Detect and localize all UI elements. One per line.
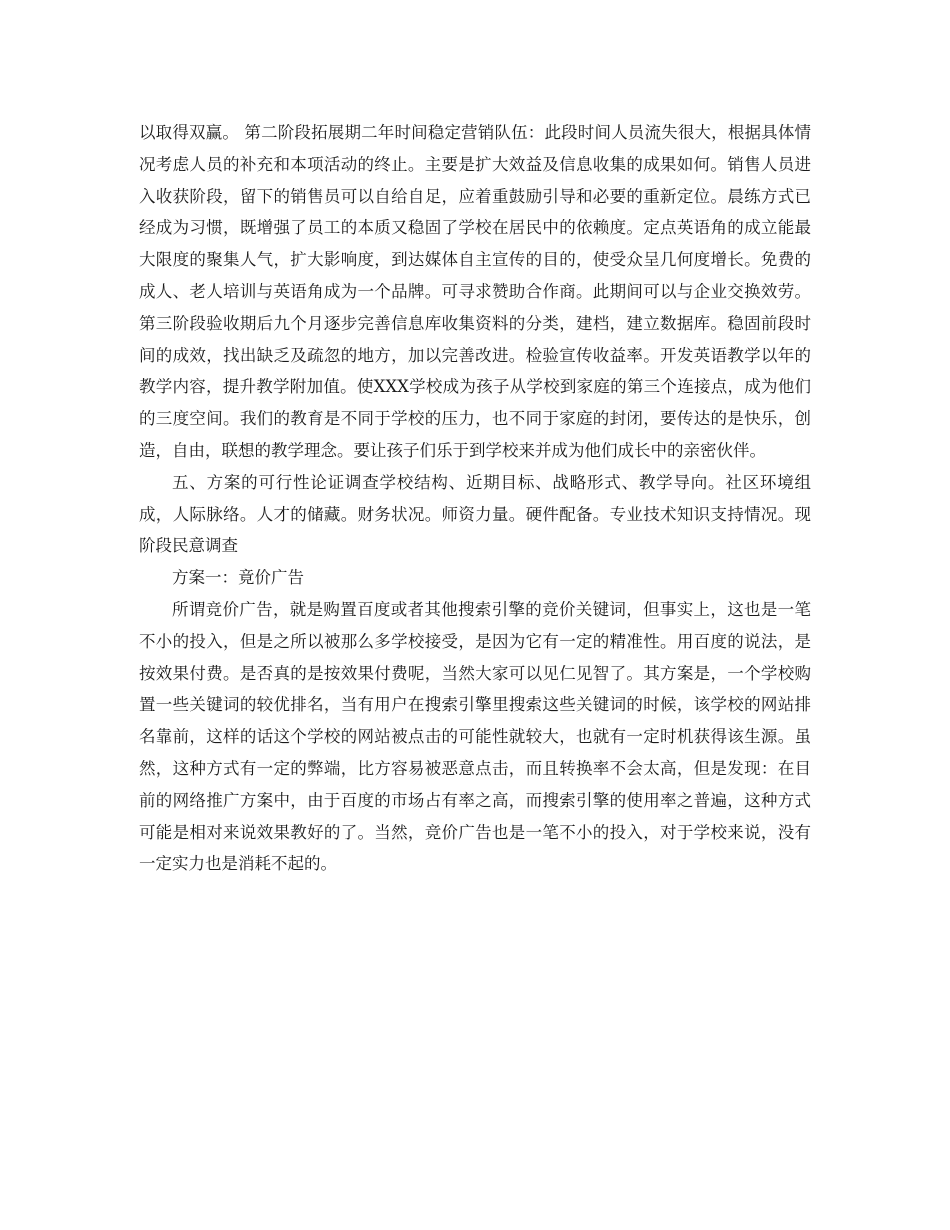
document-body [139,117,811,880]
paragraph-stage-two: 以取得双赢。 第二阶段拓展期二年时间稳定营销队伍：此段时间人员流失很大，根据具体情况考虑人员的补充和本项活动的终止。主要是扩大效益及信息收集的成果如何。销售人员进入收获阶段，留下的销售员可以自给自足，应着重鼓励引导和必要的重新定位。晨练方式已经成为习惯，既增强了员工的本质又稳固了学校在居民中的依赖度。定点英语角的成立能最大限度的聚集人气，扩大影响度，到达媒体自主宣传的目的，使受众呈几何度增长。免费的成人、老人培训与英语角成为一个品牌。可寻求赞助合作商。此期间可以与企业交换效劳。第三阶段验收期后九个月逐步完善信息库收集资料的分类，建档，建立数据库。稳固前段时间的成效，找出缺乏及疏忽的地方，加以完善改进。检验宣传收益率。开发英语教学以年的教学内容，提升教学附加值。使XXX学校成为孩子从学校到家庭的第三个连接点，成为他们的三度空间。我们的教育是不同于学校的压力，也不同于家庭的封闭，要传达的是快乐，创造，自由，联想的教学理念。要让孩子们乐于到学校来并成为他们成长中的亲密伙伴。 [139,123,811,460]
section-heading-plan-one: 方案一：竟价广告 [172,568,304,588]
paragraph-bidding-ads: 所谓竞价广告，就是购置百度或者其他搜索引擎的竞价关键词，但事实上，这也是一笔不小的投入，但是之所以被那么多学校接受，是因为它有一定的精准性。用百度的说法，是按效果付费。是否真的是按效果付费呢，当然大家可以见仁见智了。其方案是，一个学校购置一些关键词的较优排名，当有用户在搜索引擎里搜索这些关键词的时候，该学校的网站排名靠前，这样的话这个学校的网站被点击的可能性就较大，也就有一定时机获得该生源。虽然，这种方式有一定的弊端，比方容易被恶意点击，而且转换率不会太高，但是发现：在目前的网络推广方案中，由于百度的市场占有率之高，而搜索引擎的使用率之普遍，这种方式可能是相对来说效果教好的了。当然，竞价广告也是一笔不小的投入，对于学校来说，没有一定实力也是消耗不起的。 [139,599,811,874]
paragraph-feasibility: 五、方案的可行性论证调查学校结构、近期目标、战略形式、教学导向。社区环境组成，人际脉络。人才的储藏。财务状况。师资力量。硬件配备。专业技术知识支持情况。现阶段民意调查 [139,472,811,556]
